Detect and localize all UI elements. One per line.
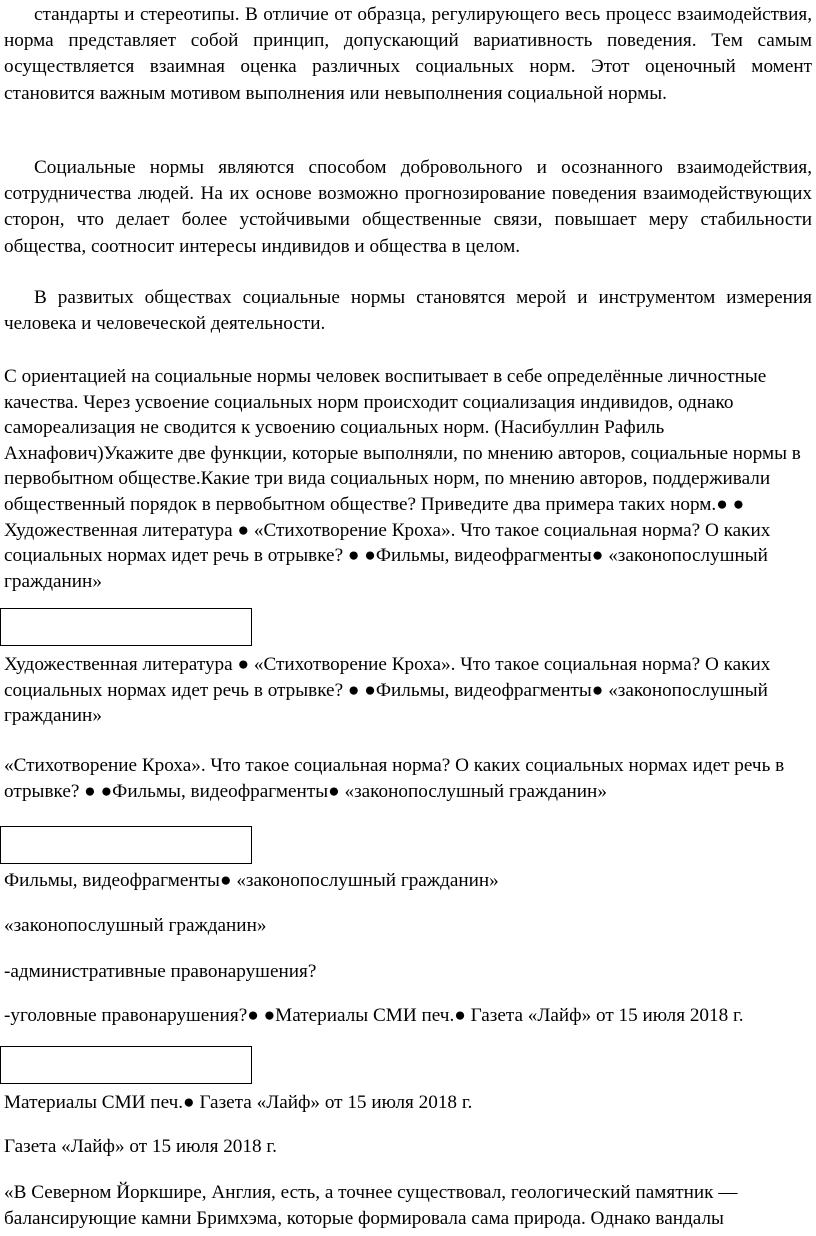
paragraph-brimham-rocks: «В Северном Йоркшире, Англия, есть, а точнее существовал, геологический памятник — балансирующие камни Бримхэма, которые формировала сама природа. Однако вандалы	[4, 1182, 738, 1229]
paragraph-films: Фильмы, видеофрагменты● «законопослушный гражданин»	[4, 870, 499, 891]
empty-box-2	[0, 826, 252, 864]
paragraph-norm-vs-pattern: стандарты и стереотипы. В отличие от образца, регулирующего весь процесс взаимодействия, норма представляет собой принцип, допускающий вариативность поведения. Тем самым осуществляется взаимная оценка различных социальных норм. Этот оценочный момент становится важным мотивом выполнения или невыполнения социальной нормы.	[4, 4, 812, 104]
paragraph-administrative-offenses: -административные правонарушения?	[4, 961, 317, 982]
paragraph-fiction-1: Художественная литература ● «Стихотворение Кроха». Что такое социальная норма? О каких социальных нормах идет речь в отрывке? ● ●Фильмы, видеофрагменты● «законопослушный гражданин»	[4, 654, 771, 727]
paragraph-orientation-questions: С ориентацией на социальные нормы человек воспитывает в себе определённые личностные качества. Через усвоение социальных норм происходит социализация индивидов, однако самореализация не сводится к усвоению социальных норм. (Насибуллин Рафиль Ахнафович)Укажите две функции, которые выполняли, по мнению авторов, социальные нормы в первобытном обществе.Какие три вида социальных норм, по мнению авторов, поддерживали общественный порядок в первобытном обществе? Приведите два примера таких норм.● ● Художественная литература ● «Стихотворение Кроха». Что такое социальная норма? О каких социальных нормах идет речь в отрывке? ● ●Фильмы, видеофрагменты● «законопослушный гражданин»	[4, 366, 801, 592]
paragraph-social-norms-cooperation: Социальные нормы являются способом добровольного и осознанного взаимодействия, сотрудничества людей. На их основе возможно прогнозирование поведения взаимодействующих сторон, что делает более устойчивыми общественные связи, повышает меру стабильности общества, соотносит интересы индивидов и общества в целом.	[4, 157, 812, 257]
paragraph-poem-kroha: «Стихотворение Кроха». Что такое социальная норма? О каких социальных нормах идет речь в отрывке? ● ●Фильмы, видеофрагменты● «законопослушный гражданин»	[4, 755, 785, 802]
empty-box-3	[0, 1046, 252, 1084]
paragraph-law-abiding-citizen: «законопослушный гражданин»	[4, 915, 267, 936]
paragraph-developed-societies: В развитых обществах социальные нормы становятся мерой и инструментом измерения человека и человеческой деятельности.	[4, 287, 812, 335]
empty-box-1	[0, 608, 252, 646]
paragraph-media-materials: Материалы СМИ печ.● Газета «Лайф» от 15 июля 2018 г.	[4, 1092, 473, 1113]
paragraph-criminal-offenses: -уголовные правонарушения?● ●Материалы СМИ печ.● Газета «Лайф» от 15 июля 2018 г.	[4, 1005, 744, 1026]
paragraph-newspaper-life: Газета «Лайф» от 15 июля 2018 г.	[4, 1136, 277, 1157]
